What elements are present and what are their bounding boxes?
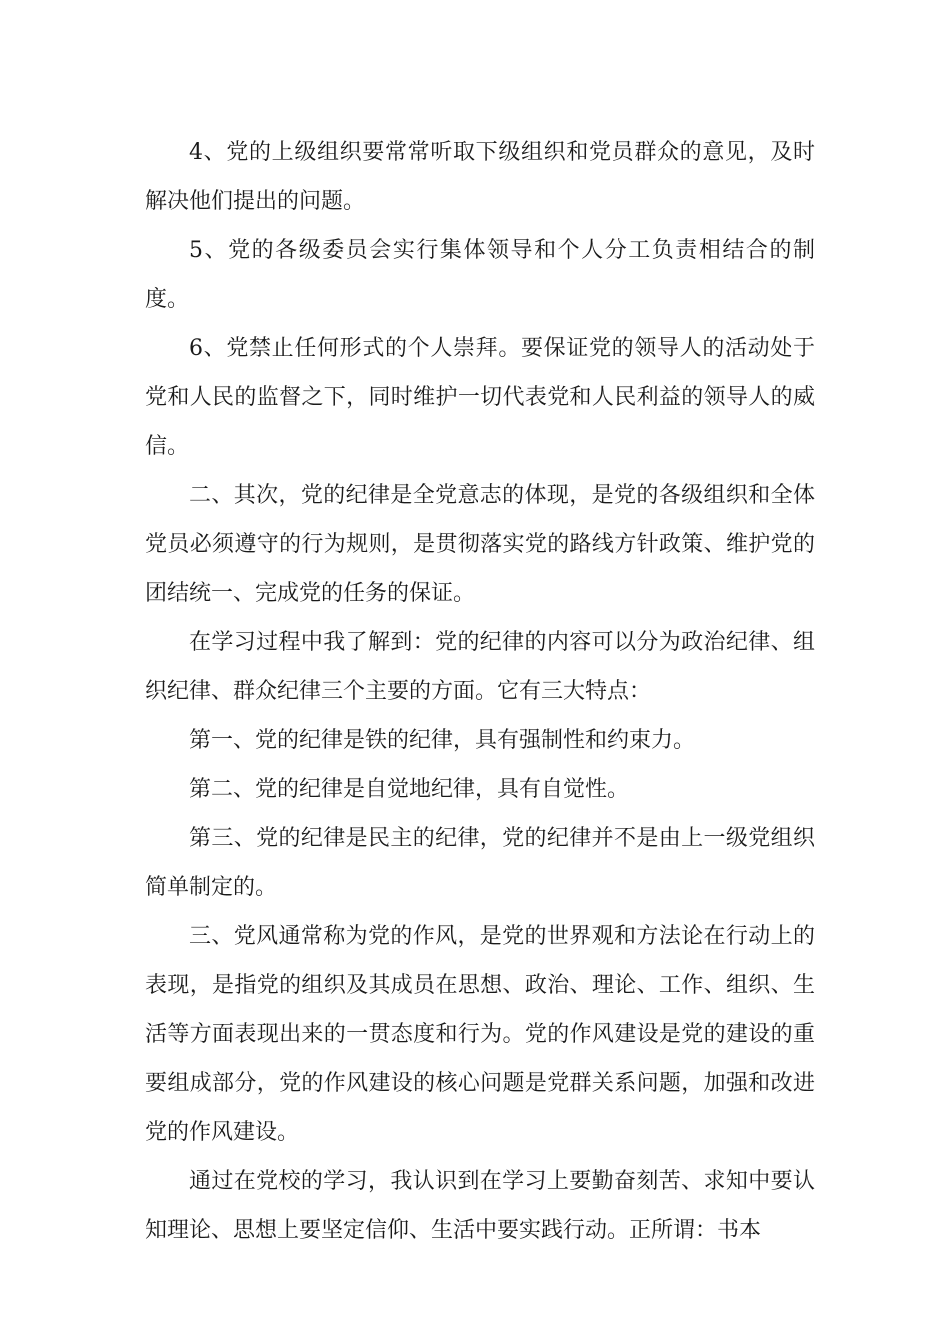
paragraph-item-4: 4、党的上级组织要常常听取下级组织和党员群众的意见，及时解决他们提出的问题。 xyxy=(145,140,815,214)
paragraph-feature-2: 第二、党的纪律是自觉地纪律，具有自觉性。 xyxy=(189,777,630,802)
paragraph-section-2: 二、其次，党的纪律是全党意志的体现，是党的各级组织和全体党员必须遵守的行为规则，是贯彻落实党的路线方针政策、维护党的团结统一、完成党的任务的保证。 xyxy=(145,483,815,606)
paragraph-study-reflection: 通过在党校的学习，我认识到在学习上要勤奋刻苦、求知中要认知理论、思想上要坚定信仰、生活中要实践行动。正所谓：书本 xyxy=(145,1169,815,1243)
paragraph-item-5: 5、党的各级委员会实行集体领导和个人分工负责相结合的制度。 xyxy=(145,238,815,312)
paragraph-feature-3: 第三、党的纪律是民主的纪律，党的纪律并不是由上一级党组织简单制定的。 xyxy=(145,826,815,900)
paragraph-feature-1: 第一、党的纪律是铁的纪律，具有强制性和约束力。 xyxy=(189,728,696,753)
paragraph-item-6: 6、党禁止任何形式的个人崇拜。要保证党的领导人的活动处于党和人民的监督之下，同时维护一切代表党和人民利益的领导人的威信。 xyxy=(145,336,815,459)
paragraph-section-3: 三、党风通常称为党的作风，是党的世界观和方法论在行动上的表现，是指党的组织及其成员在思想、政治、理论、工作、组织、生活等方面表现出来的一贯态度和行为。党的作风建设是党的建设的重要组成部分，党的作风建设的核心问题是党群关系问题，加强和改进党的作风建设。 xyxy=(145,924,815,1145)
document-body xyxy=(145,128,815,1255)
paragraph-discipline-content: 在学习过程中我了解到：党的纪律的内容可以分为政治纪律、组织纪律、群众纪律三个主要的方面。它有三大特点： xyxy=(145,630,815,704)
